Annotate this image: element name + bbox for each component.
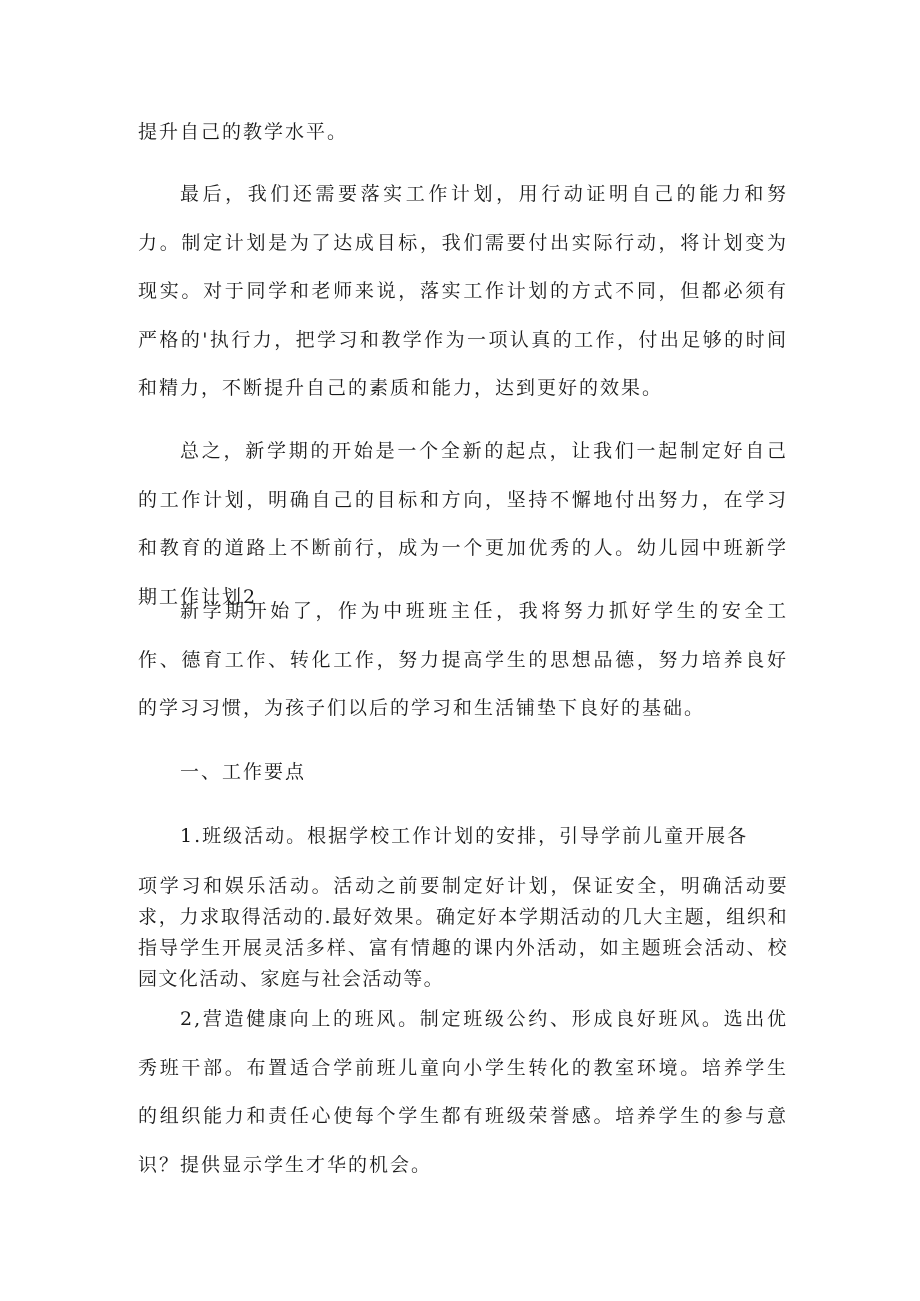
paragraph-conclusion: 总之，新学期的开始是一个全新的起点，让我们一起制定好自己的工作计划，明确自己的目标和方向，坚持不懈地付出努力，在学习和教育的道路上不断前行，成为一个更加优秀的人。幼儿园中班新学期工作计划2 — [138, 440, 788, 608]
paragraph-implementation: 最后，我们还需要落实工作计划，用行动证明自己的能力和努力。制定计划是为了达成目标，我们需要付出实际行动，将计划变为现实。对于同学和老师来说，落实工作计划的方式不同，但都必须有严格的'执行力，把学习和教学作为一项认真的工作，付出足够的时间和精力，不断提升自己的素质和能力，达到更好的效果。 — [138, 183, 788, 399]
paragraph-class-activities-body: 项学习和娱乐活动。活动之前要制定好计划，保证安全，明确活动要求，力求取得活动的.最好效果。确定好本学期活动的几大主题，组织和指导学生开展灵活多样、富有情趣的课内外活动，如主题班会活动、校园文化活动、家庭与社会活动等。 — [138, 875, 788, 990]
paragraph-new-semester: 新学期开始了，作为中班班主任，我将努力抓好学生的安全工作、德育工作、转化工作，努力提高学生的思想品德，努力培养良好的学习习惯，为孩子们以后的学习和生活铺垫下良好的基础。 — [138, 600, 788, 719]
paragraph-class-atmosphere: 2,营造健康向上的班风。制定班级公约、形成良好班风。选出优秀班干部。布置适合学前班儿童向小学生转化的教室环境。培养学生的组织能力和责任心使每个学生都有班级荣誉感。培养学生的参与意识？提供显示学生才华的机会。 — [138, 1008, 788, 1176]
paragraph-continuation: 提升自己的教学水平。 — [138, 121, 349, 143]
section-heading-work-points: 一、工作要点 — [180, 761, 307, 783]
paragraph-class-activities-title: 1.班级活动。根据学校工作计划的安排，引导学前儿童开展各 — [180, 825, 749, 847]
